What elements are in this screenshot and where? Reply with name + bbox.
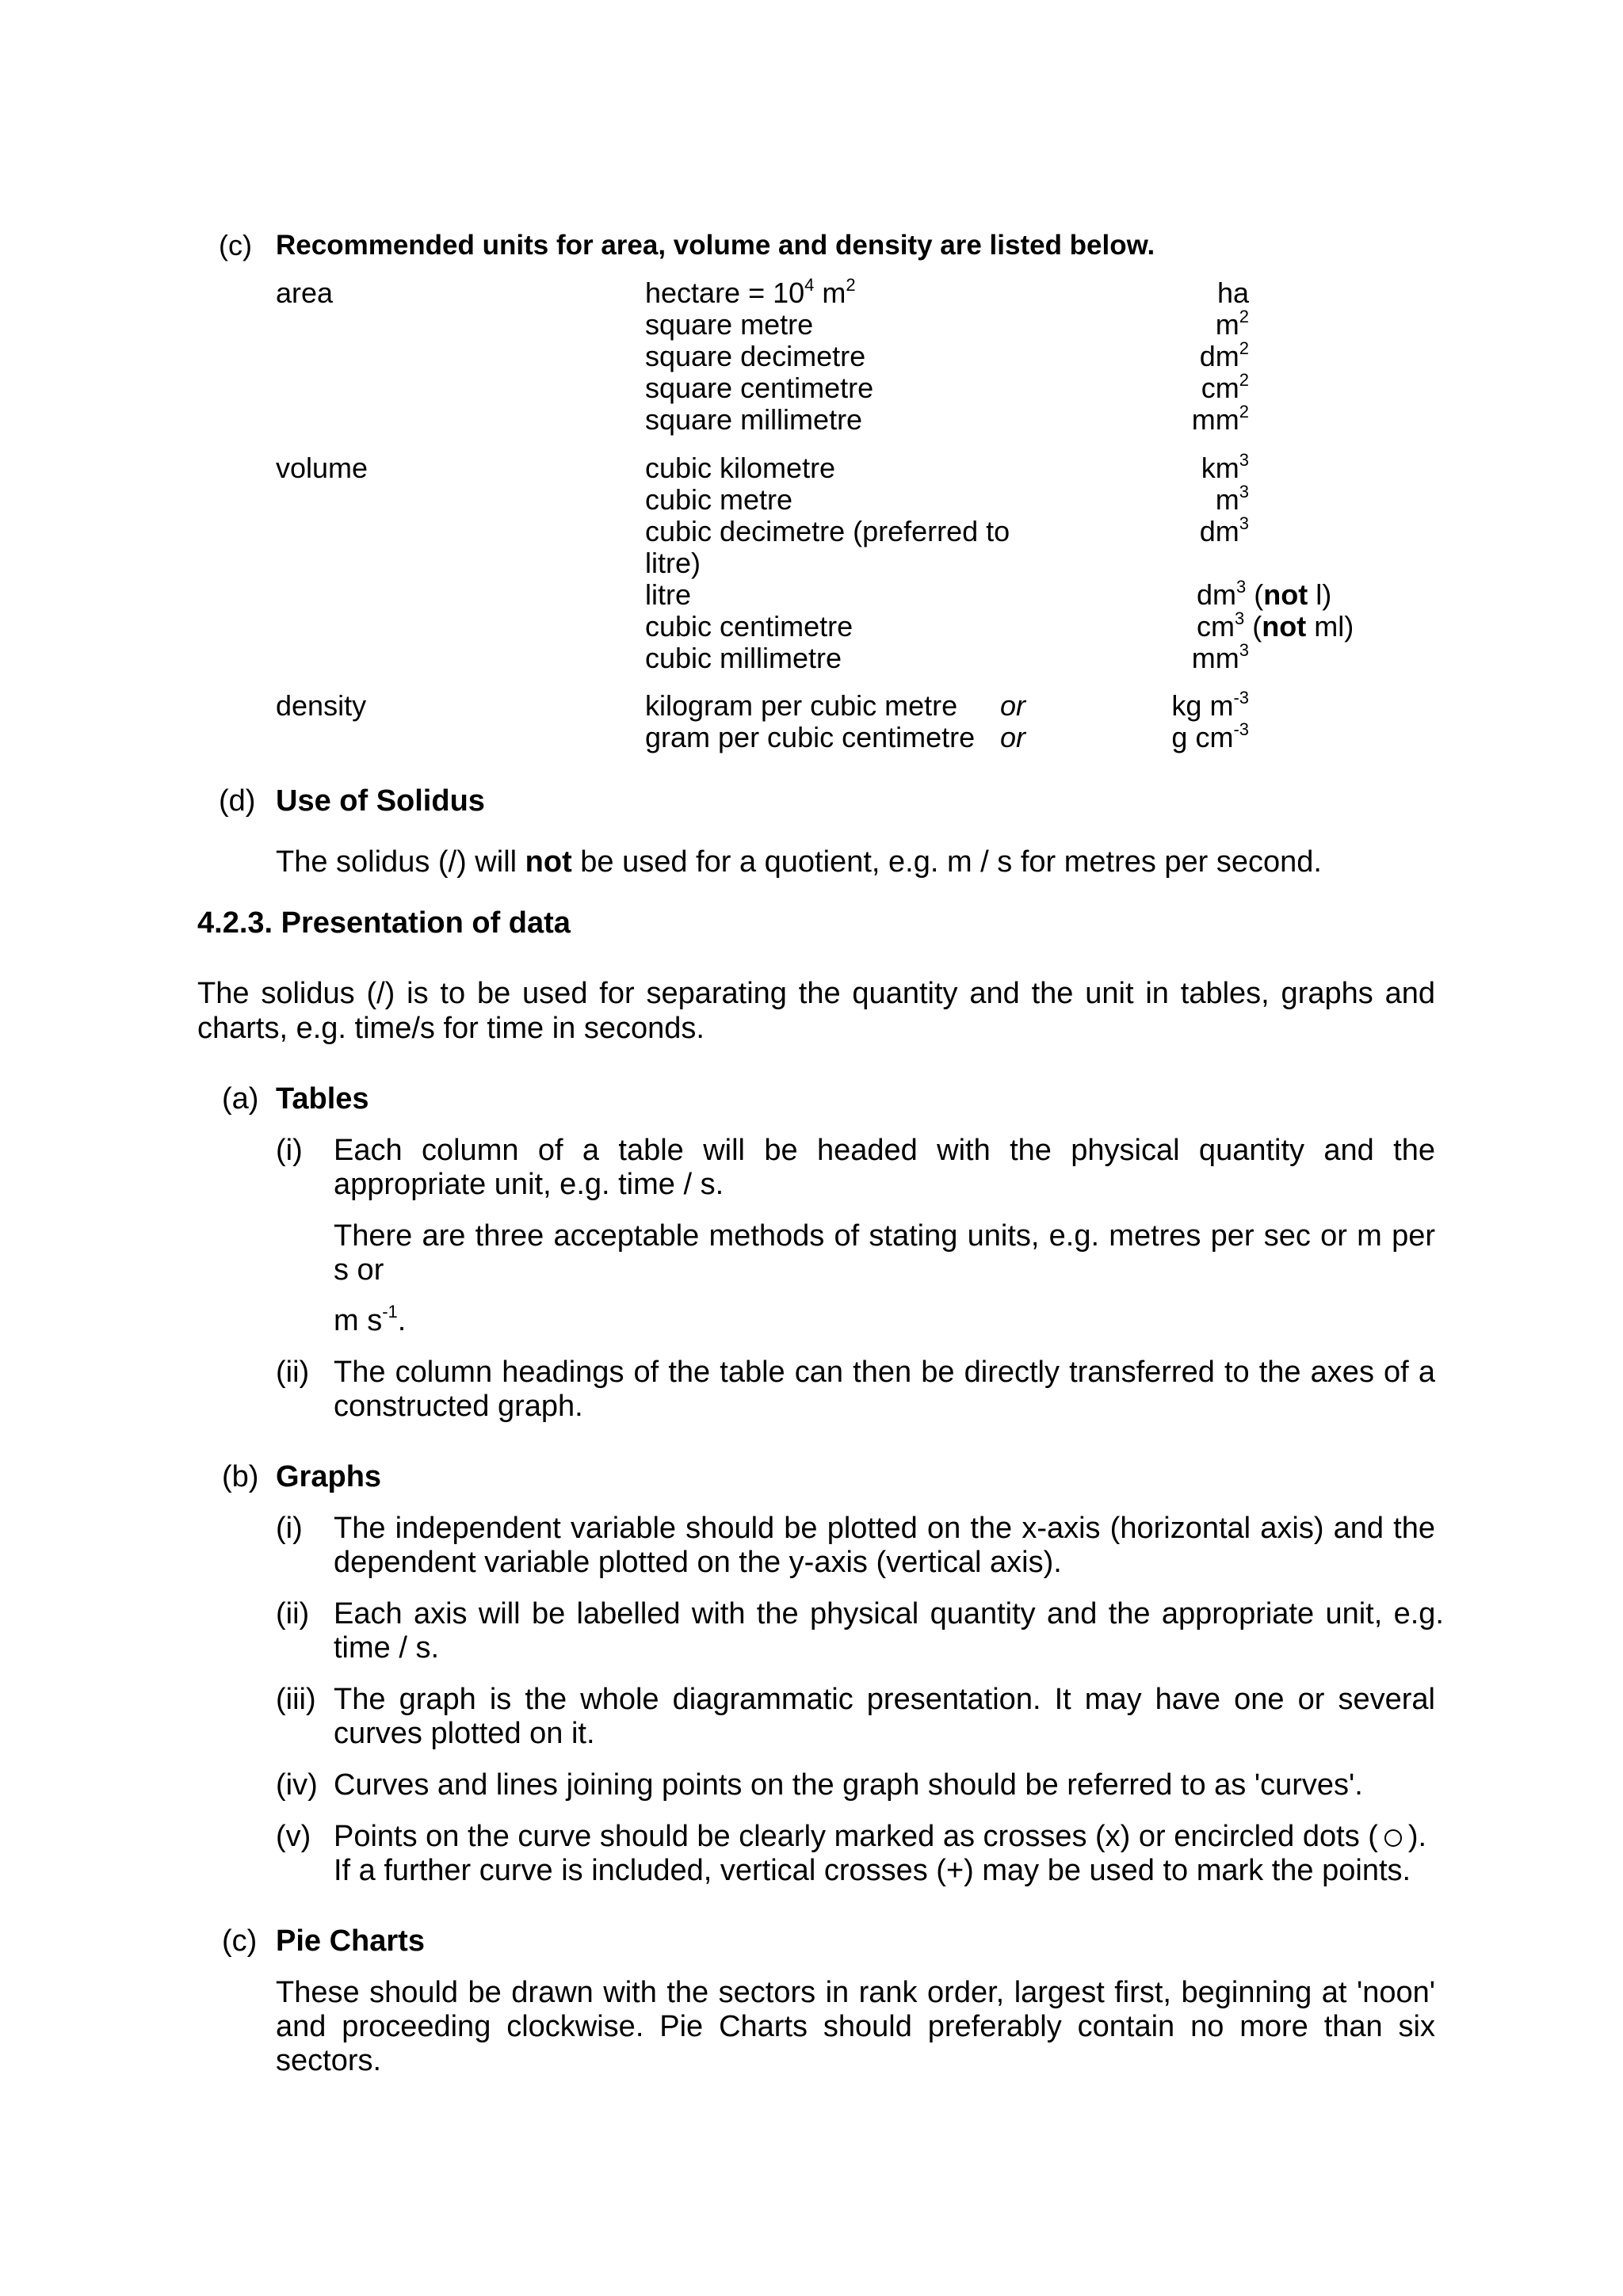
unit-name: cubic kilometre: [645, 452, 836, 484]
unit-name: litre: [645, 578, 692, 611]
section-c-label: (c): [219, 229, 252, 261]
pie-charts-text: These should be drawn with the sectors in rank order, largest first, beginning at 'noon': [276, 1976, 1435, 2009]
list-num: (i): [276, 1512, 303, 1545]
unit-symbol: $m^2$: [1215, 307, 1249, 341]
list-item-text: Each axis will be labelled with the physical quantity and the appropriate unit, e.g.: [334, 1597, 1444, 1630]
unit-name: gram per cubic centimetre: [645, 721, 976, 753]
list-item-text: time / s.: [334, 1631, 440, 1665]
unit-name: cubic metre: [645, 483, 793, 516]
unit-name: square metre: [645, 308, 814, 341]
list-num: (ii): [276, 1356, 310, 1389]
unit-symbol: $cm^2$: [1201, 370, 1249, 404]
list-item-text: If a further curve is included, vertical crosses (+) may be used to mark the points.: [334, 1854, 1411, 1887]
tables-heading: Tables: [276, 1082, 369, 1116]
unit-symbol: $cm^3$ (not ml): [1197, 608, 1354, 643]
section-d-heading: Use of Solidus: [276, 784, 485, 818]
pie-charts-label: (c): [222, 1924, 258, 1958]
list-item-text: curves plotted on it.: [334, 1717, 595, 1750]
pie-charts-text: and proceeding clockwise. Pie Charts should preferably contain no more than six: [276, 2010, 1435, 2043]
intro-line: The solidus (/) is to be used for separating the quantity and the unit in tables, graphs and: [197, 977, 1435, 1010]
unit-symbol: $dm^2$: [1199, 338, 1249, 372]
list-num: (iv): [276, 1768, 318, 1802]
list-num: (ii): [276, 1597, 310, 1630]
graphs-label: (b): [222, 1460, 259, 1493]
list-item-text: m $s^{-1}$.: [334, 1302, 407, 1337]
list-item-text: Points on the curve should be clearly marked as crosses (x) or encircled dots ( ).: [334, 1820, 1427, 1853]
list-item-text: The column headings of the table can then be directly transferred to the axes of a: [334, 1356, 1435, 1389]
list-item-text: dependent variable plotted on the y-axis (vertical axis).: [334, 1546, 1062, 1579]
unit-symbol: g $cm^{-3}$: [1171, 719, 1249, 753]
list-item-text: The independent variable should be plotted on the x-axis (horizontal axis) and the: [334, 1512, 1435, 1545]
unit-symbol: $mm^2$: [1191, 402, 1249, 436]
unit-symbol: ha: [1216, 277, 1249, 309]
section-heading-4-2-3: 4.2.3. Presentation of data: [197, 906, 571, 940]
unit-symbol: $km^3$: [1201, 450, 1249, 484]
intro-line: charts, e.g. time/s for time in seconds.: [197, 1012, 705, 1045]
unit-symbol: kg $m^{-3}$: [1171, 688, 1249, 722]
category-density: density: [276, 689, 367, 722]
category-volume: volume: [276, 452, 369, 484]
list-num: (i): [276, 1134, 303, 1167]
unit-name: square centimetre: [645, 372, 874, 404]
section-d-text: The solidus (/) will not be used for a quotient, e.g. m / s for metres per second.: [276, 845, 1322, 879]
unit-name: cubic decimetre (preferred to: [645, 515, 1010, 547]
section-c-heading: Recommended units for area, volume and density are listed below.: [276, 230, 1155, 261]
unit-name: square millimetre: [645, 403, 863, 436]
unit-name: square decimetre: [645, 340, 866, 372]
encircled-dot-icon: [1384, 1829, 1402, 1847]
unit-symbol: $m^3$: [1215, 482, 1249, 516]
unit-name: litre): [645, 547, 701, 579]
section-d-label: (d): [219, 784, 256, 818]
unit-symbol: $mm^3$: [1191, 640, 1249, 674]
unit-symbol: $dm^3$ (not l): [1197, 577, 1332, 611]
list-item-text: Curves and lines joining points on the graph should be referred to as 'curves'.: [334, 1768, 1363, 1802]
graphs-heading: Graphs: [276, 1460, 382, 1493]
unit-name: cubic millimetre: [645, 642, 842, 674]
list-num: (v): [276, 1820, 311, 1853]
tables-label: (a): [222, 1082, 259, 1116]
pie-charts-text: sectors.: [276, 2044, 382, 2077]
category-area: area: [276, 277, 334, 309]
unit-name: kilogram per cubic metre: [645, 689, 958, 722]
list-item-text: constructed graph.: [334, 1390, 583, 1423]
unit-symbol: $dm^3$: [1199, 513, 1249, 547]
list-item-text: There are three acceptable methods of stating units, e.g. metres per sec or m per: [334, 1219, 1435, 1253]
list-item-text: Each column of a table will be headed with the physical quantity and the: [334, 1134, 1435, 1167]
list-item-text: s or: [334, 1253, 384, 1287]
list-num: (iii): [276, 1683, 316, 1716]
connector-or: or: [1000, 689, 1026, 722]
unit-name: cubic centimetre: [645, 610, 854, 643]
pie-charts-heading: Pie Charts: [276, 1924, 425, 1958]
unit-name: hectare = $10^4$ $m^2$: [645, 275, 856, 309]
list-item-text: appropriate unit, e.g. time / s.: [334, 1168, 724, 1201]
connector-or: or: [1000, 721, 1026, 753]
list-item-text: The graph is the whole diagrammatic presentation. It may have one or several: [334, 1683, 1435, 1716]
